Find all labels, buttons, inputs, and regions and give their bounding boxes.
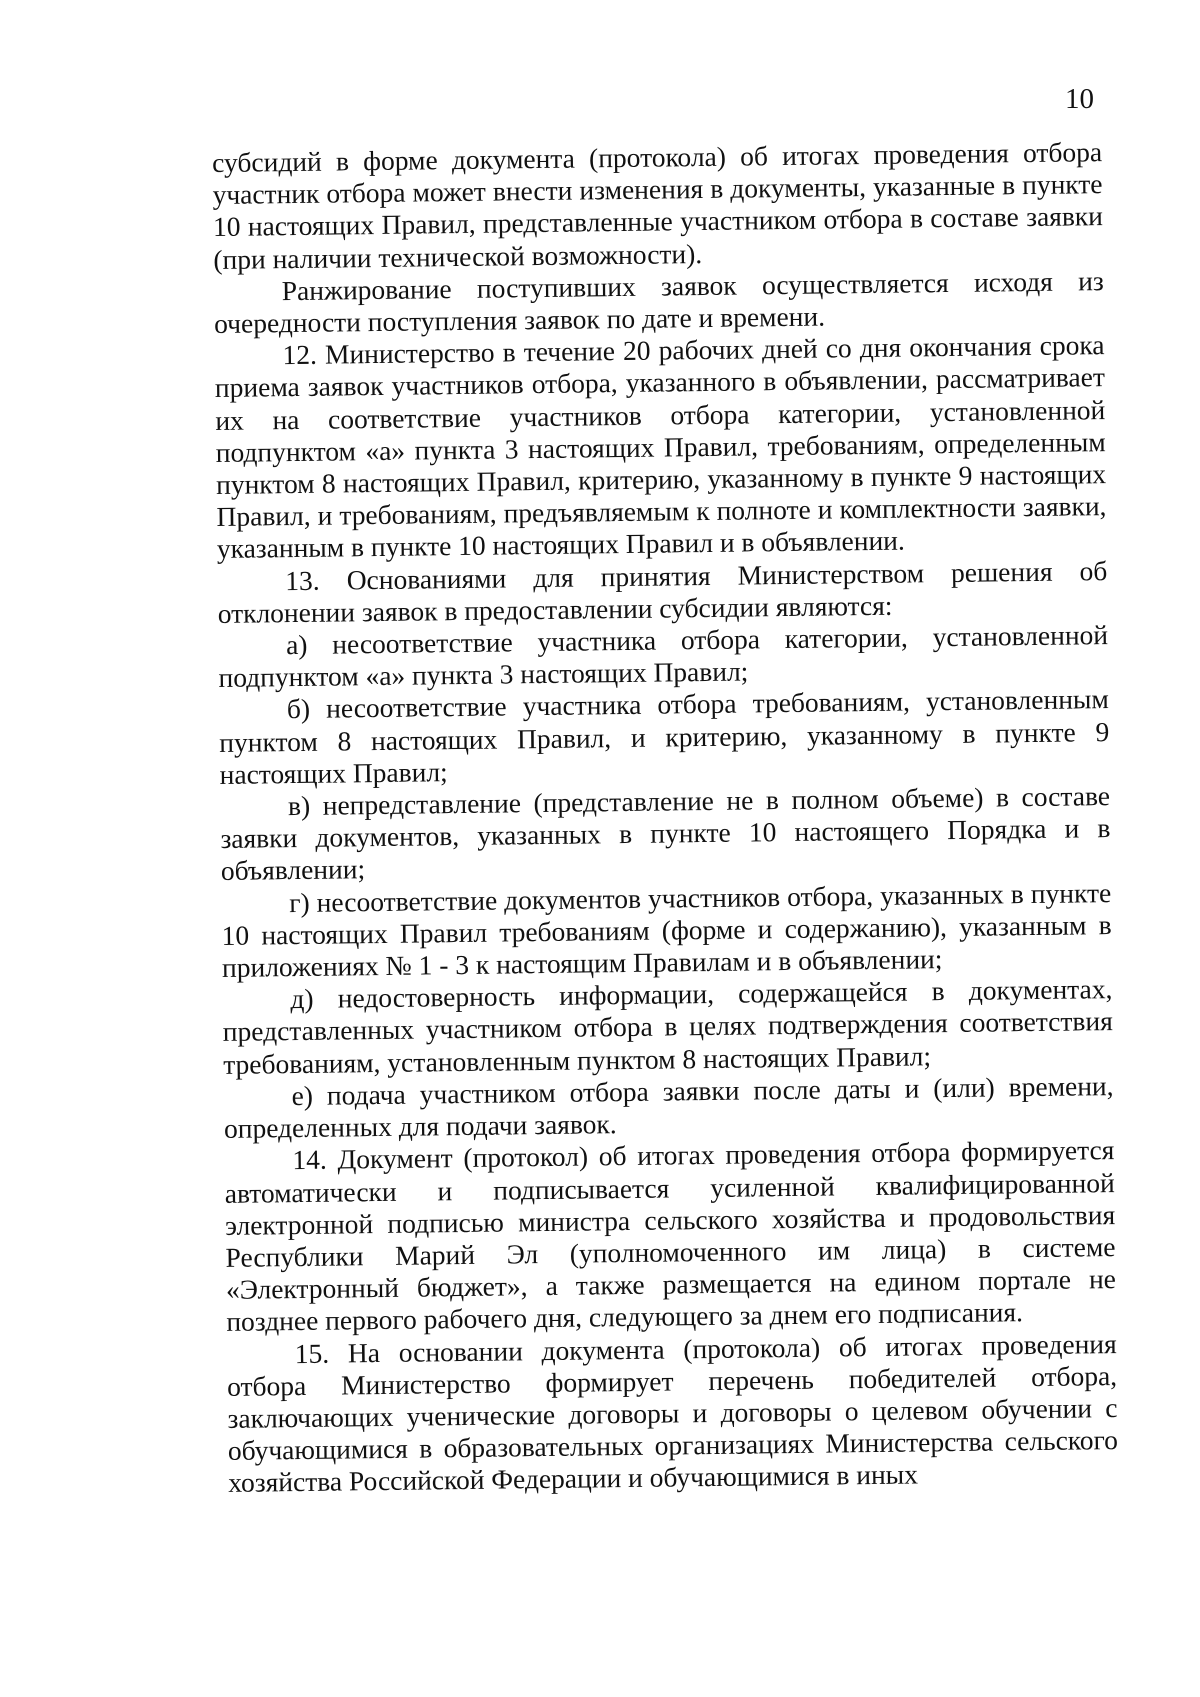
page-number: 10 (1065, 83, 1094, 115)
paragraph-item-12: 12. Министерство в течение 20 рабочих дней со дня окончания срока приема заявок участников отбора, указанного в объявлении, рассматривает их на соответствие участников отбора категории, установленной подпунктом «а» пункта 3 настоящих Правил, требованиям, определенным пунктом 8 настоящих Правил, критерию, указанному в пункте 9 настоящих Правил, и требованиям, предъявляемым к полноте и комплектности заявки, указанным в пункте 10 настоящих Правил и в объявлении. (214, 329, 1107, 565)
paragraph-subitem-a: а) несоответствие участника отбора категории, установленной подпунктом «а» пункта 3 настоящих Правил; (218, 619, 1109, 694)
paragraph-item-15: 15. На основании документа (протокола) об итогах проведения отбора Министерство формирует перечень победителей отбора, заключающих ученические договоры и договоры о целевом обучении с обучающимися в образовательных организациях Министерства сельского хозяйства Российской Федерации и обучающимися в иных (226, 1327, 1119, 1499)
paragraph-subitem-e: е) подача участником отбора заявки после даты и (или) времени, определенных для подачи заявок. (223, 1069, 1114, 1145)
paragraph-ranking: Ранжирование поступивших заявок осуществляется исходя из очередности поступления заявок по дате и времени. (213, 264, 1104, 340)
paragraph-subitem-d: д) недостоверность информации, содержащейся в документах, представленных участником отбора в целях подтверждения соответствия требованиям, установленным пунктом 8 настоящих Правил; (222, 973, 1113, 1080)
paragraph-subitem-b: б) несоответствие участника отбора требованиям, установленным пунктом 8 настоящих Правил, и критерию, указанному в пункте 9 настоящих Правил; (219, 683, 1110, 790)
paragraph-subitem-v: в) непредставление (представление не в полном объеме) в составе заявки документов, указанных в пункте 10 настоящего Порядка и в объявлении; (220, 780, 1111, 887)
paragraph-subitem-g: г) несоответствие документов участников отбора, указанных в пункте 10 настоящих Правил требованиям (форме и содержанию), указанным в приложениях № 1 - 3 к настоящим Правилам и в объявлении; (221, 876, 1112, 984)
paragraph-continuation: субсидий в форме документа (протокола) об итогах проведения отбора участник отбора может внести изменения в документы, указанные в пункте 10 настоящих Правил, представленные участником отбора в составе заявки (при наличии технической возможности). (212, 136, 1104, 275)
paragraph-item-13: 13. Основаниями для принятия Министерством решения об отклонении заявок в предоставлении субсидии являются: (217, 554, 1108, 629)
paragraph-item-14: 14. Документ (протокол) об итогах проведения отбора формируется автоматически и подписывается усиленной квалифицированной электронной подписью министра сельского хозяйства и продовольствия Республики Марий Эл (уполномоченного им лица) в системе «Электронный бюджет», а также размещается на едином портале не позднее первого рабочего дня, следующего за днем его подписания. (224, 1134, 1117, 1338)
document-body (212, 136, 1118, 1499)
